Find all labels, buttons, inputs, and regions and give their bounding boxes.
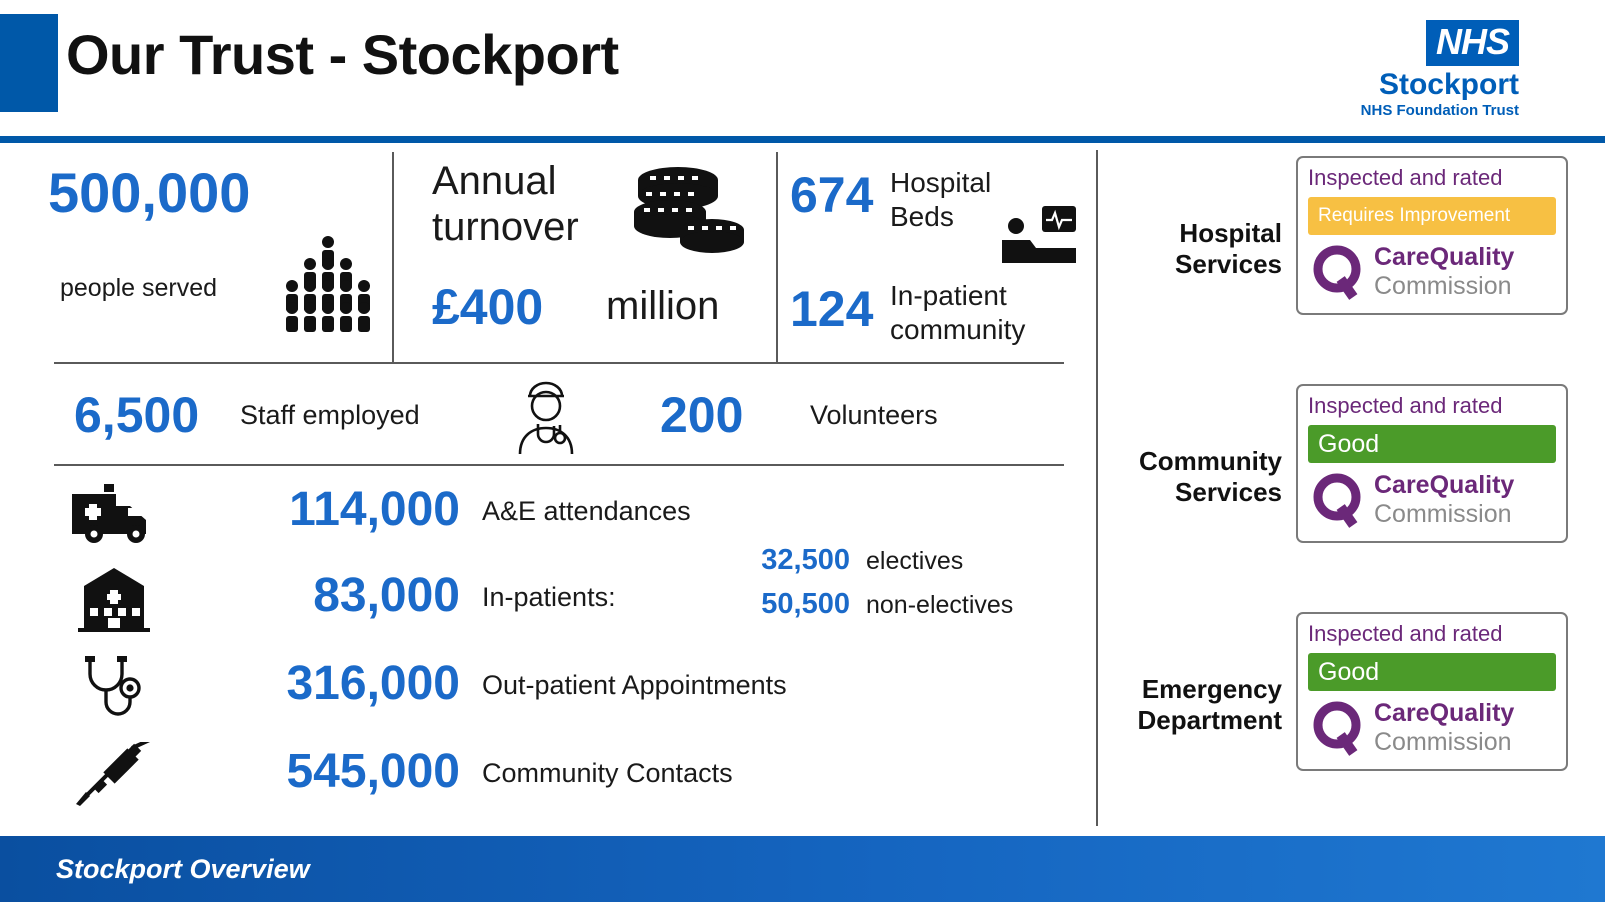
- cqc-card-community: [1296, 384, 1568, 543]
- inpatient-community-label-line1: In-patient: [890, 280, 1007, 311]
- divider-horizontal-1: [54, 362, 1064, 364]
- inpatient-community-label-line2: community: [890, 314, 1026, 345]
- volunteers-number: 200: [660, 387, 744, 443]
- inpatient-breakdown: [700, 544, 1060, 632]
- cqc-brand-line2: Commission: [1374, 500, 1512, 528]
- people-served-number: 500,000: [48, 161, 251, 224]
- cqc-service-label-emergency: [1102, 674, 1282, 736]
- turnover-label: [432, 158, 579, 250]
- footer-title: Stockport Overview: [56, 854, 310, 884]
- non-electives-number: 50,500: [761, 588, 850, 620]
- cqc-service-label-community-line1: Community: [1139, 446, 1282, 476]
- inpatients-label: In-patients:: [482, 582, 616, 612]
- status-badge-community: Good: [1308, 425, 1556, 463]
- slide-body: [0, 146, 1605, 836]
- doctor-icon: [508, 374, 584, 463]
- cqc-brand-text-hospital: [1374, 243, 1514, 301]
- cqc-logo-icon: [1310, 699, 1368, 757]
- slide-header: [0, 0, 1605, 140]
- divider-vertical-2: [776, 152, 778, 362]
- turnover-label-line2: turnover: [432, 205, 579, 249]
- cqc-brand-line1: CareQuality: [1374, 471, 1515, 499]
- cqc-inspected-label-hospital: Inspected and rated: [1308, 165, 1503, 190]
- community-contacts-label: Community Contacts: [482, 758, 733, 788]
- inpatient-community-number: 124: [790, 281, 874, 337]
- community-contacts-number: 545,000: [286, 745, 460, 798]
- nhs-logo-mark: NHS: [1426, 20, 1519, 66]
- staff-label: Staff employed: [240, 400, 420, 430]
- outpatient-appointments-number: 316,000: [286, 657, 460, 710]
- outpatient-appointments-label: Out-patient Appointments: [482, 670, 787, 700]
- divider-vertical-1: [392, 152, 394, 362]
- cqc-brand-emergency: [1308, 697, 1556, 759]
- divider-vertical-3: [1096, 150, 1098, 826]
- cqc-brand-line1: CareQuality: [1374, 699, 1515, 727]
- cqc-service-label-hospital: [1102, 218, 1282, 280]
- cqc-brand-line2: Commission: [1374, 272, 1512, 300]
- cqc-service-label-hospital-line2: Services: [1175, 249, 1282, 279]
- hospital-beds-label-line1: Hospital: [890, 167, 992, 198]
- electives-label: electives: [866, 547, 964, 575]
- header-accent-bar: [0, 14, 58, 112]
- cqc-brand-hospital: [1308, 241, 1556, 303]
- cqc-brand-line1: CareQuality: [1374, 243, 1515, 271]
- hospital-building-icon: [68, 566, 160, 636]
- volunteers-label: Volunteers: [810, 400, 938, 430]
- ambulance-icon: [68, 480, 160, 550]
- people-group-icon: [280, 234, 376, 337]
- cqc-service-label-emergency-line2: Department: [1137, 705, 1282, 735]
- turnover-value: £400: [432, 279, 544, 335]
- people-served-label: people served: [60, 274, 218, 302]
- hospital-bed-icon: [1000, 204, 1078, 271]
- cqc-card-hospital: [1296, 156, 1568, 315]
- status-badge-hospital: Requires Improvement: [1308, 197, 1556, 235]
- cqc-brand-text-emergency: [1374, 699, 1514, 757]
- slide-footer: [0, 836, 1605, 902]
- divider-horizontal-2: [54, 464, 1064, 466]
- ae-attendances-number: 114,000: [289, 483, 460, 536]
- ae-attendances-label: A&E attendances: [482, 496, 691, 526]
- cqc-service-label-community: [1102, 446, 1282, 508]
- non-electives-label: non-electives: [866, 591, 1014, 619]
- syringe-icon: [68, 742, 160, 812]
- cqc-service-label-hospital-line1: Hospital: [1179, 218, 1282, 248]
- turnover-label-line1: Annual: [432, 159, 557, 203]
- cqc-logo-icon: [1310, 471, 1368, 529]
- cqc-brand-community: [1308, 469, 1556, 531]
- cqc-inspected-label-emergency: Inspected and rated: [1308, 621, 1503, 646]
- header-divider: [0, 136, 1605, 143]
- cqc-service-label-community-line2: Services: [1175, 477, 1282, 507]
- hospital-beds-label-line2: Beds: [890, 201, 954, 232]
- page-title: Our Trust - Stockport: [66, 23, 619, 86]
- activity-row-community: [60, 740, 1070, 828]
- stethoscope-icon: [68, 654, 160, 724]
- hospital-beds-number: 674: [790, 167, 874, 223]
- inpatients-number: 83,000: [313, 569, 460, 622]
- electives-number: 32,500: [761, 544, 850, 576]
- cqc-brand-text-community: [1374, 471, 1514, 529]
- statistics-panel: [0, 146, 1096, 836]
- turnover-unit: million: [606, 284, 720, 328]
- cqc-service-label-emergency-line1: Emergency: [1141, 674, 1282, 704]
- nhs-logo-trust-type: NHS Foundation Trust: [1360, 102, 1519, 119]
- activity-row-outpatients: [60, 652, 1070, 740]
- inpatient-community-label: [890, 279, 1025, 347]
- hospital-beds-label: [890, 166, 991, 234]
- cqc-brand-line2: Commission: [1374, 728, 1512, 756]
- coins-icon: [630, 166, 748, 263]
- cqc-inspected-label-community: Inspected and rated: [1308, 393, 1503, 418]
- breakdown-row-electives: [700, 544, 1060, 588]
- breakdown-row-non-electives: [700, 588, 1060, 632]
- cqc-card-emergency: [1296, 612, 1568, 771]
- nhs-logo: [1361, 20, 1519, 120]
- status-badge-emergency: Good: [1308, 653, 1556, 691]
- cqc-ratings-panel: [1096, 146, 1605, 836]
- staff-number: 6,500: [74, 387, 200, 443]
- cqc-logo-icon: [1310, 243, 1368, 301]
- nhs-logo-trust-name: Stockport: [1378, 68, 1519, 101]
